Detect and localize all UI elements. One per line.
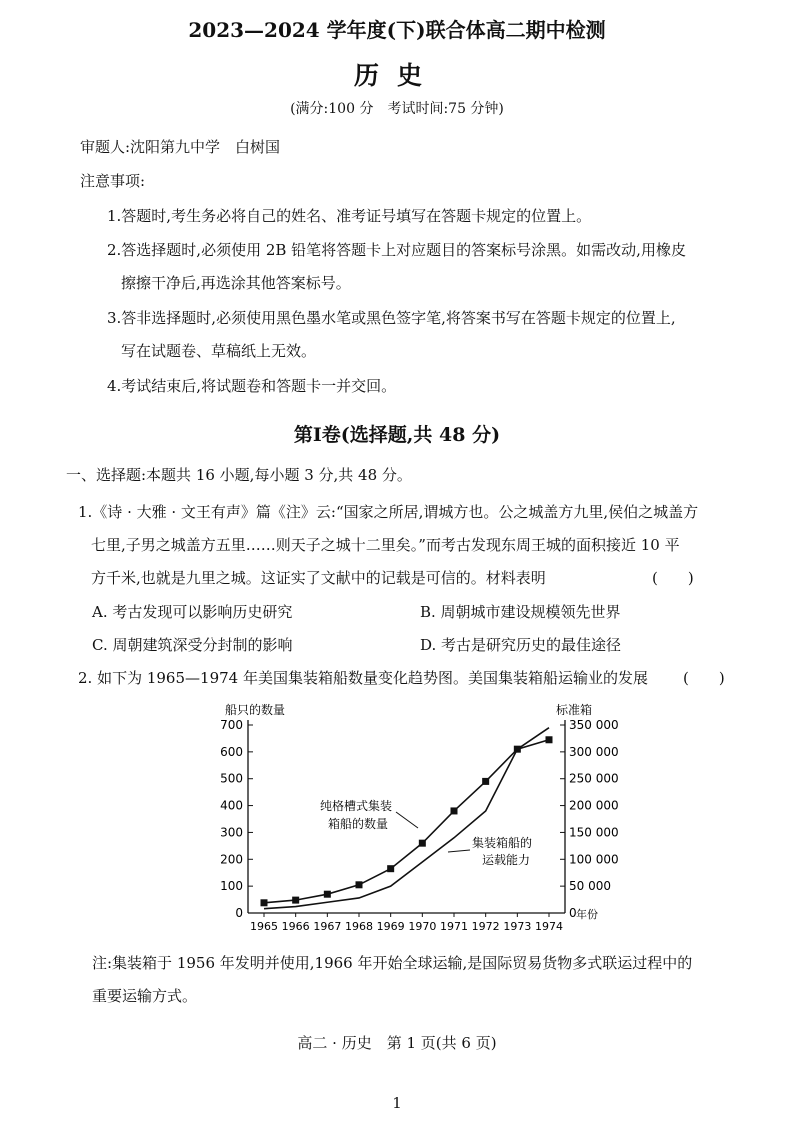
q1-option-c: C. 周朝建筑深受分封制的影响	[92, 636, 293, 654]
section-instruction: 一、选择题:本题共 16 小题,每小题 3 分,共 48 分。	[66, 466, 412, 484]
right-tick-label: 350 000	[569, 718, 619, 732]
left-tick-label: 600	[220, 744, 243, 759]
q1-stem-line-3: 方千米,也就是九里之城。这证实了文献中的记载是可信的。材料表明	[91, 569, 546, 587]
right-tick-label: 300 000	[569, 744, 619, 759]
series-1-point	[324, 891, 331, 898]
note-item-3-line-2: 写在试题卷、草稿纸上无效。	[121, 342, 317, 360]
note-item-2-line-2: 擦擦干净后,再选涂其他答案标号。	[121, 274, 351, 292]
reviewer: 审题人:沈阳第九中学 白树国	[80, 138, 281, 156]
note-item-2-line-1: 2.答选择题时,必须使用 2B 铅笔将答题卡上对应题目的答案标号涂黑。如需改动,用橡皮	[107, 241, 686, 259]
series-2-label-line-2: 运载能力	[482, 853, 531, 867]
x-tick-label: 1967	[313, 920, 342, 933]
series-1-leader-line	[396, 812, 418, 828]
x-tick-label: 1973	[503, 920, 532, 933]
q1-option-b: B. 周朝城市建设规模领先世界	[420, 603, 621, 621]
x-tick-label: 1969	[376, 920, 405, 933]
series-1-label-line-1: 纯格槽式集装	[320, 799, 393, 813]
exam-title: 2023—2024 学年度(下)联合体高二期中检测	[188, 18, 606, 42]
page-footer: 高二 · 历史 第 1 页(共 6 页)	[297, 1034, 497, 1052]
series-1-point	[451, 807, 458, 814]
section-title: 第Ⅰ卷(选择题,共 48 分)	[293, 424, 501, 446]
series-1-label-line-2: 箱船的数量	[328, 817, 389, 831]
left-tick-label: 0	[235, 906, 243, 920]
x-tick-label: 1968	[345, 920, 373, 933]
q2-answer-bracket: ( )	[683, 669, 725, 687]
series-2-leader-line	[448, 850, 470, 852]
score-time: (满分:100 分 考试时间:75 分钟)	[290, 101, 504, 117]
series-1-point	[482, 778, 489, 785]
right-tick-label: 100 000	[569, 852, 619, 867]
left-tick-label: 400	[220, 798, 243, 813]
page-number: 1	[392, 1094, 402, 1112]
right-tick-label: 0	[569, 906, 577, 920]
q2-stem: 2. 如下为 1965—1974 年美国集装箱船数量变化趋势图。美国集装箱船运输业的发展	[78, 669, 648, 687]
q2-note-line-1: 注:集装箱于 1956 年发明并使用,1966 年开始全球运输,是国际贸易货物多式联运过程中的	[92, 954, 693, 972]
right-tick-label: 200 000	[569, 798, 619, 813]
x-tick-label: 1972	[471, 920, 500, 933]
right-tick-label: 50 000	[569, 879, 611, 894]
x-tick-label: 1974	[535, 920, 563, 933]
right-tick-label: 250 000	[569, 771, 619, 786]
series-1-point	[261, 899, 268, 906]
series-1-point	[356, 881, 363, 888]
x-tick-label: 1970	[408, 920, 437, 933]
series-1-point	[419, 840, 426, 847]
x-tick-label: 1966	[281, 920, 310, 933]
notes-heading: 注意事项:	[80, 172, 146, 190]
q1-option-a: A. 考古发现可以影响历史研究	[92, 603, 293, 621]
left-tick-label: 500	[220, 771, 243, 786]
series-1-point	[292, 897, 299, 904]
note-item-1: 1.答题时,考生务必将自己的姓名、准考证号填写在答题卡规定的位置上。	[107, 207, 592, 225]
q1-option-d: D. 考古是研究历史的最佳途径	[420, 636, 622, 654]
left-tick-label: 300	[220, 825, 243, 840]
left-tick-label: 700	[220, 718, 243, 732]
chart-x-axis-label: 年份	[576, 908, 598, 921]
subject-title: 历史	[353, 61, 440, 90]
series-2-label-line-1: 集装箱船的	[472, 836, 533, 850]
series-1-point	[387, 865, 394, 872]
q1-answer-bracket: ( )	[652, 569, 694, 587]
q2-note-line-2: 重要运输方式。	[92, 987, 198, 1005]
q1-stem-line-2: 七里,子男之城盖方五里……则天子之城十二里矣。”而考古发现东周王城的面积接近 10 平	[91, 536, 680, 554]
series-1-line	[264, 740, 549, 903]
left-tick-label: 100	[220, 879, 243, 894]
x-tick-label: 1965	[250, 920, 278, 933]
note-item-3-line-1: 3.答非选择题时,必须使用黑色墨水笔或黑色签字笔,将答案书写在答题卡规定的位置上,	[107, 309, 676, 327]
chart-right-axis-label: 标准箱	[556, 703, 593, 717]
note-item-4: 4.考试结束后,将试题卷和答题卡一并交回。	[107, 377, 397, 395]
x-tick-label: 1971	[440, 920, 468, 933]
left-tick-label: 200	[220, 852, 243, 867]
container-ship-chart	[200, 700, 630, 935]
q1-stem-line-1: 1.《诗 · 大雅 · 文王有声》篇《注》云:“国家之所居,谓城方也。公之城盖方九里,侯伯之城盖方	[78, 503, 699, 521]
chart-left-axis-label: 船只的数量	[225, 703, 286, 717]
series-1-point	[546, 736, 553, 743]
right-tick-label: 150 000	[569, 825, 619, 840]
series-2-line	[264, 728, 549, 909]
